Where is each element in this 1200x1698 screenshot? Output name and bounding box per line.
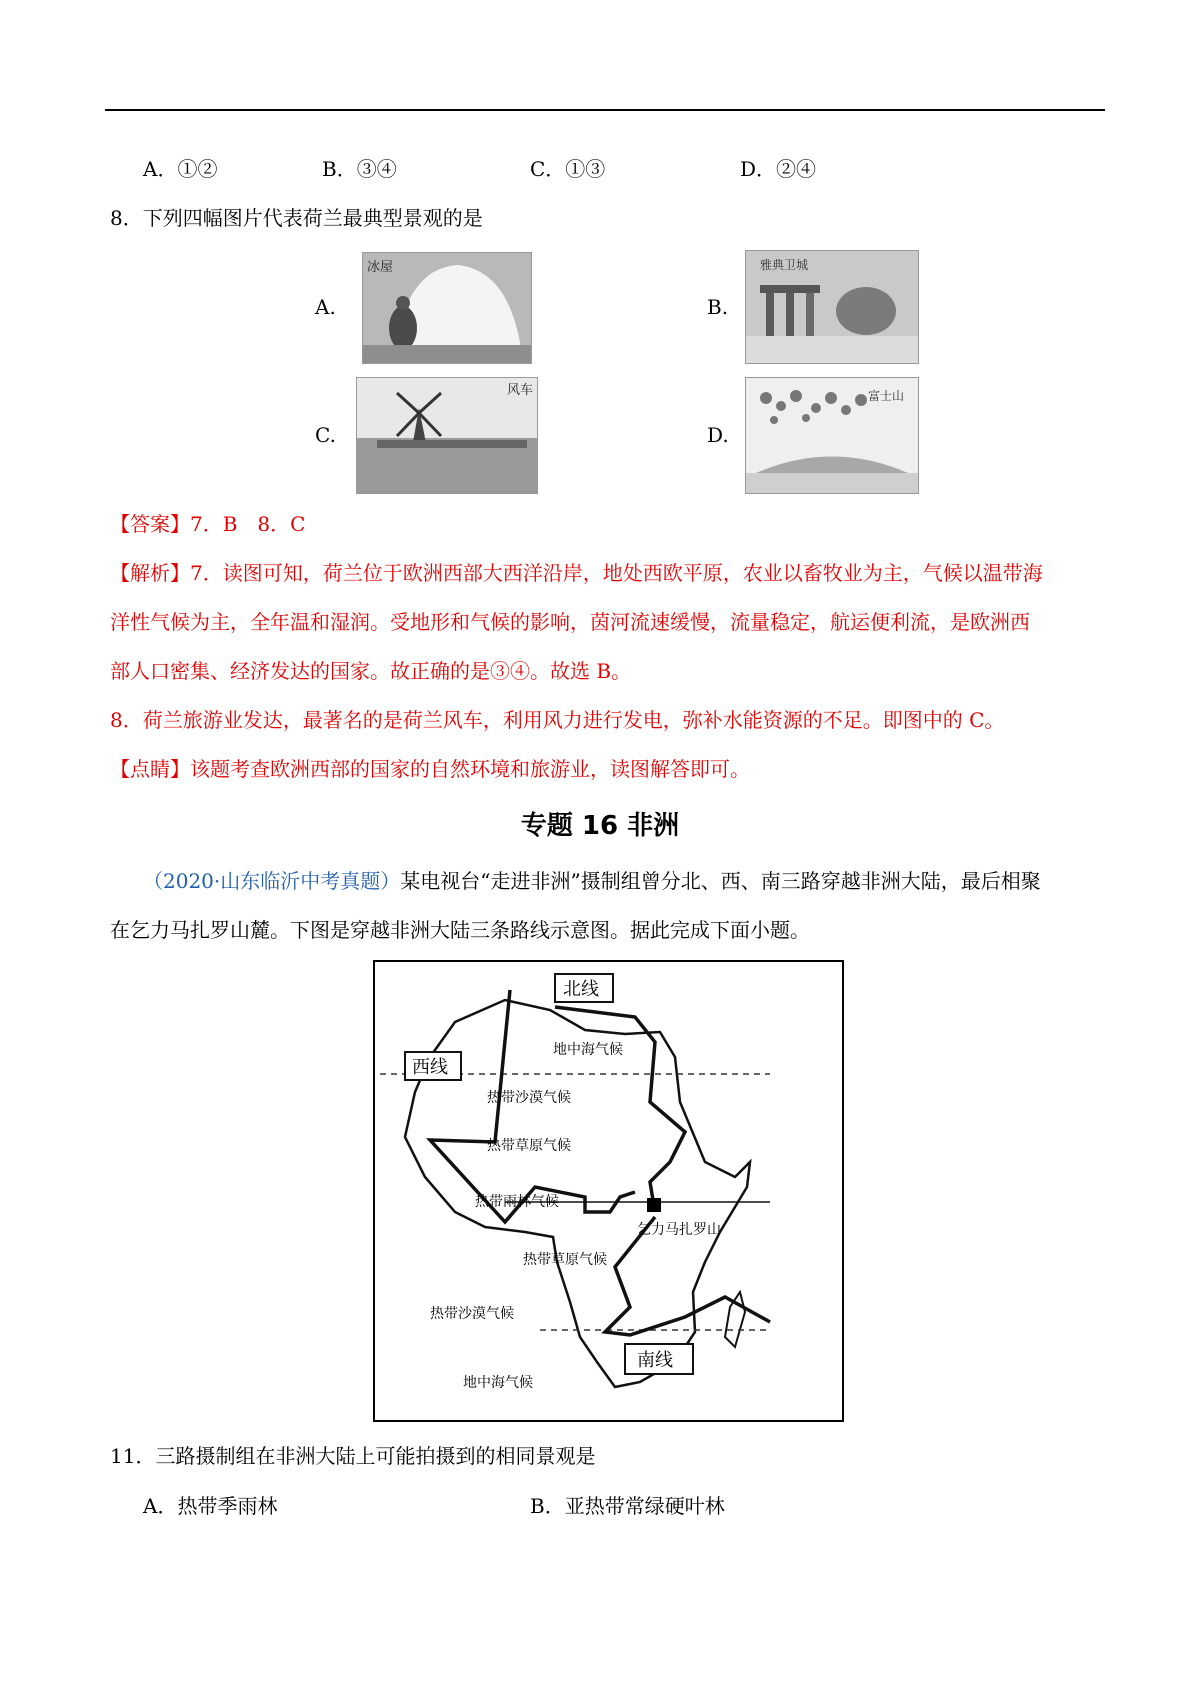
comment-text: 该题考查欧洲西部的国家的自然环境和旅游业，读图解答即可。 bbox=[190, 757, 750, 781]
answer-text: 7．B 8．C bbox=[190, 512, 306, 536]
answer-label: 【答案】 bbox=[110, 512, 190, 536]
q11-option-a[interactable]: A．热带季雨林 bbox=[143, 1494, 278, 1518]
comment-line bbox=[110, 755, 750, 783]
climate-label-med-south: 地中海气候 bbox=[463, 1375, 533, 1391]
q8-option-d-label[interactable]: D. bbox=[707, 423, 729, 447]
south-route-label: 南线 bbox=[637, 1350, 673, 1371]
mount-fuji-photo[interactable] bbox=[745, 377, 919, 494]
analysis-line-4: 8．荷兰旅游业发达，最著名的是荷兰风车，利用风力进行发电，弥补水能资源的不足。即图中的 C。 bbox=[110, 708, 1005, 732]
q11-option-b[interactable]: B．亚热带常绿硬叶林 bbox=[530, 1494, 725, 1518]
mount-fuji-illustration bbox=[746, 378, 918, 493]
q8-option-b-label[interactable]: B. bbox=[707, 295, 729, 319]
climate-label-savanna-north: 热带草原气候 bbox=[487, 1138, 571, 1154]
north-route bbox=[555, 1007, 685, 1212]
analysis-line-3: 部人口密集、经济发达的国家。故正确的是③④。故选 B。 bbox=[110, 659, 632, 683]
q8-option-a-label[interactable]: A. bbox=[315, 295, 336, 319]
q7-option-c[interactable]: C．①③ bbox=[530, 157, 606, 181]
igloo-illustration bbox=[363, 253, 531, 363]
q11-stem: 11．三路摄制组在非洲大陆上可能拍摄到的相同景观是 bbox=[110, 1444, 596, 1468]
analysis-line-1 bbox=[110, 559, 1043, 587]
q8-option-c-label[interactable]: C. bbox=[315, 423, 336, 447]
q7-option-a[interactable]: A．①② bbox=[143, 157, 218, 181]
svg-text:风车: 风车 bbox=[507, 383, 534, 398]
analysis-label: 【解析】 bbox=[110, 561, 190, 585]
svg-text:雅典卫城: 雅典卫城 bbox=[760, 258, 809, 272]
climate-label-desert-north: 热带沙漠气候 bbox=[487, 1090, 571, 1106]
question-source: （2020·山东临沂中考真题） bbox=[143, 869, 401, 893]
north-route-label: 北线 bbox=[563, 979, 599, 1000]
intro-line-2: 在乞力马扎罗山麓。下图是穿越非洲大陆三条路线示意图。据此完成下面小题。 bbox=[110, 918, 810, 942]
climate-label-rainforest: 热带雨林气候 bbox=[475, 1194, 559, 1210]
header-rule bbox=[105, 109, 1105, 111]
climate-label-med-north: 地中海气候 bbox=[553, 1042, 623, 1058]
answer-line bbox=[110, 510, 305, 538]
africa-map-svg bbox=[375, 962, 842, 1420]
acropolis-illustration bbox=[746, 251, 918, 363]
intro-text-1: 某电视台“走进非洲”摄制组曾分北、西、南三路穿越非洲大陆，最后相聚 bbox=[400, 869, 1041, 893]
climate-label-desert-south: 热带沙漠气候 bbox=[430, 1306, 514, 1322]
svg-text:富士山: 富士山 bbox=[868, 389, 905, 403]
africa-routes-map bbox=[373, 960, 844, 1422]
analysis-text-1: 7．读图可知，荷兰位于欧洲西部大西洋沿岸，地处西欧平原，农业以畜牧业为主，气候以温带海 bbox=[190, 561, 1043, 585]
section-title: 专题 16 非洲 bbox=[520, 811, 680, 841]
west-route-label: 西线 bbox=[412, 1057, 448, 1078]
intro-line-1 bbox=[143, 867, 1041, 895]
q7-option-d[interactable]: D．②④ bbox=[740, 157, 817, 181]
analysis-line-2: 洋性气候为主，全年温和湿润。受地形和气候的影响，茵河流速缓慢，流量稳定，航运便利流，是欧洲西 bbox=[110, 610, 1030, 634]
acropolis-photo[interactable] bbox=[745, 250, 919, 364]
climate-label-savanna-south: 热带草原气候 bbox=[523, 1252, 607, 1268]
windmill-illustration bbox=[357, 378, 537, 493]
kilimanjaro-label: 乞力马扎罗山 bbox=[637, 1222, 721, 1238]
windmill-photo[interactable] bbox=[356, 377, 538, 494]
comment-label: 【点睛】 bbox=[110, 757, 190, 781]
svg-text:冰屋: 冰屋 bbox=[367, 260, 394, 275]
q7-option-b[interactable]: B．③④ bbox=[322, 157, 397, 181]
kilimanjaro-marker bbox=[647, 1198, 661, 1212]
west-route bbox=[430, 990, 635, 1222]
igloo-photo[interactable] bbox=[362, 252, 532, 364]
q8-stem: 8．下列四幅图片代表荷兰最典型景观的是 bbox=[110, 206, 483, 230]
